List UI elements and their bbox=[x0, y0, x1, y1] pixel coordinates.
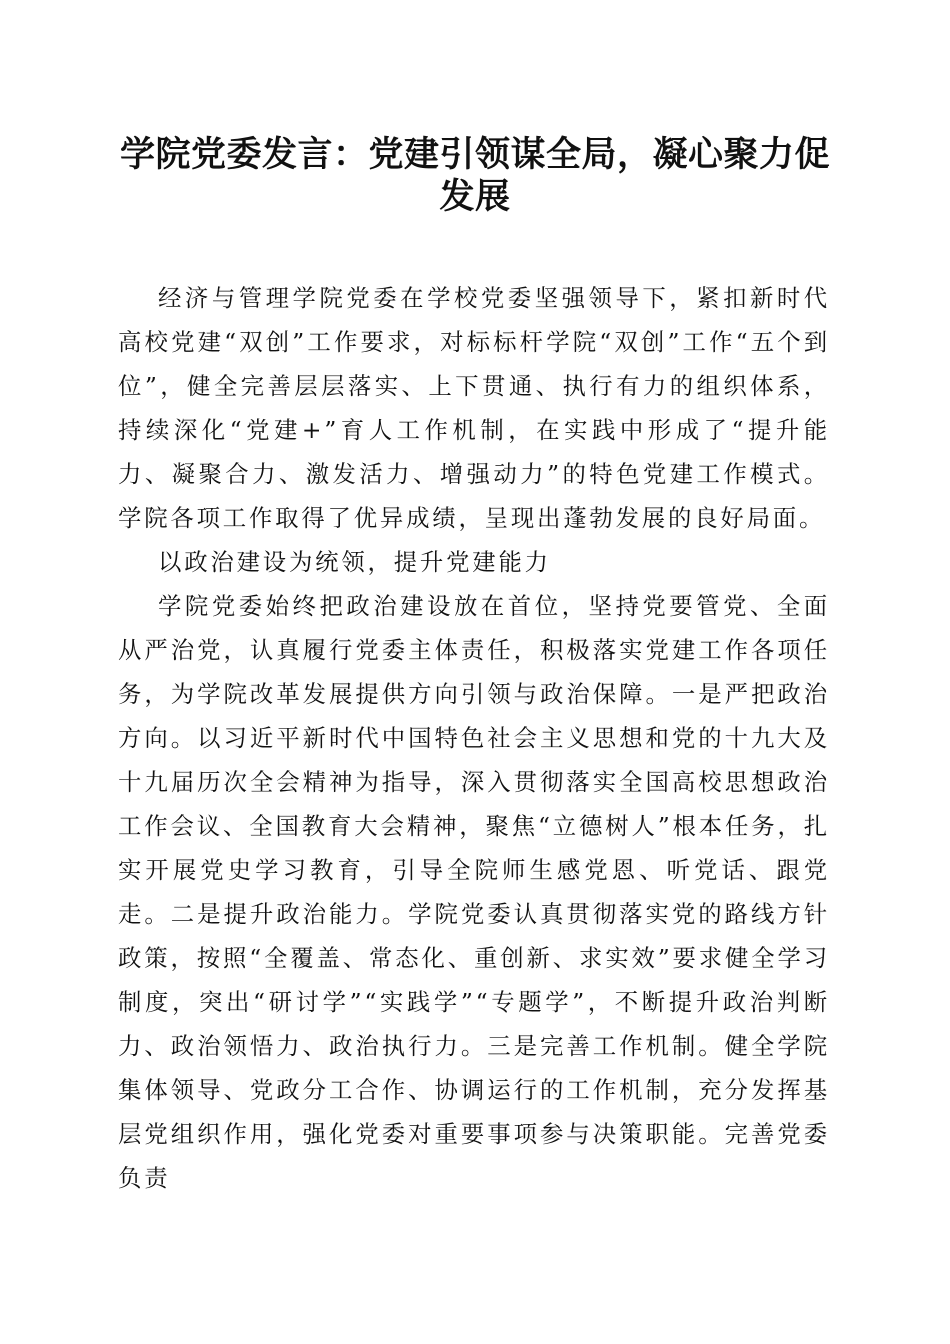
intro-paragraph: 经济与管理学院党委在学校党委坚强领导下，紧扣新时代高校党建“双创”工作要求，对标标杆学院“双创”工作“五个到位”，健全完善层层落实、上下贯通、执行有力的组织体系，持续深化“党建+”育人工作机制，在实践中形成了“提升能力、凝聚合力、激发活力、增强动力”的特色党建工作模式。学院各项工作取得了优异成绩，呈现出蓬勃发展的良好局面。 bbox=[118, 284, 830, 532]
section-heading: 以政治建设为统领，提升党建能力 bbox=[158, 548, 551, 576]
document-title: 学院党委发言：党建引领谋全局，凝心聚力促发展 bbox=[119, 134, 830, 217]
document-body bbox=[118, 276, 830, 1200]
section-paragraph: 学院党委始终把政治建设放在首位，坚持党要管党、全面从严治党，认真履行党委主体责任，积极落实党建工作各项任务，为学院改革发展提供方向引领与政治保障。一是严把政治方向。以习近平新时代中国特色社会主义思想和党的十九大及十九届历次全会精神为指导，深入贯彻落实全国高校思想政治工作会议、全国教育大会精神，聚焦“立德树人”根本任务，扎实开展党史学习教育，引导全院师生感党恩、听党话、跟党走。二是提升政治能力。学院党委认真贯彻落实党的路线方针政策，按照“全覆盖、常态化、重创新、求实效”要求健全学习制度，突出“研讨学”“实践学”“专题学”，不断提升政治判断力、政治领悟力、政治执行力。三是完善工作机制。健全学院集体领导、党政分工合作、协调运行的工作机制，充分发挥基层党组织作用，强化党委对重要事项参与决策职能。完善党委负责 bbox=[118, 592, 830, 1192]
